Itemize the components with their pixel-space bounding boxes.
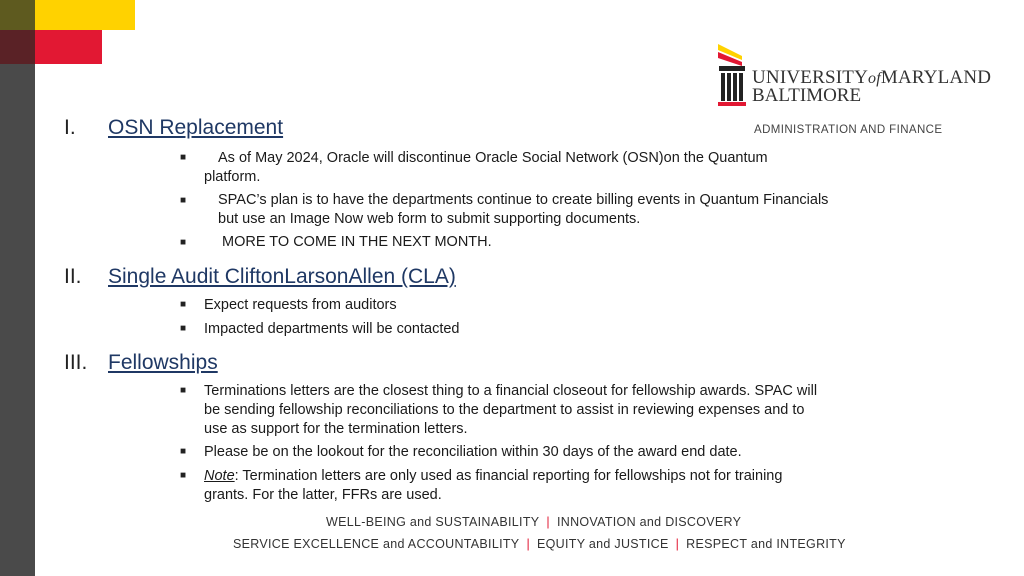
value-item: INNOVATION and DISCOVERY (556, 515, 742, 529)
university-logo (716, 42, 992, 112)
logo-baltimore-text: BALTIMORE (752, 85, 862, 106)
bullet-text-continued: but use an Image Now web form to submit supporting documents. (218, 211, 641, 227)
bullet-text-continued: grants. For the latter, FFRs are used. (204, 487, 442, 503)
square-bullet-icon: ■ (180, 299, 187, 310)
square-bullet-icon: ■ (180, 470, 187, 481)
value-item: RESPECT and INTEGRITY (686, 537, 846, 551)
note-text: : Termination letters are only used as financial reporting for fellowships not for training (234, 468, 783, 484)
bullet-text (204, 467, 782, 486)
section-heading: OSN Replacement (108, 116, 284, 139)
square-bullet-icon: ■ (180, 195, 187, 206)
bullet-text: As of May 2024, Oracle will discontinue Oracle Social Network (OSN)on the Quantum (218, 150, 768, 166)
values-line-1 (326, 515, 741, 529)
value-item: SERVICE EXCELLENCE and ACCOUNTABILITY (233, 537, 520, 551)
section-heading: Fellowships (108, 351, 218, 374)
logo-emblem-icon (716, 42, 748, 112)
corner-accent-gold (35, 0, 135, 30)
value-separator: | (546, 515, 550, 529)
note-label: Note (204, 468, 235, 484)
bullet-text: Impacted departments will be contacted (204, 321, 460, 337)
section-numeral: III. (64, 351, 88, 374)
bullet-text-continued: use as support for the termination letters. (204, 421, 468, 437)
section-heading: Single Audit CliftonLarsonAllen (CLA) (108, 265, 456, 288)
department-label: ADMINISTRATION AND FINANCE (754, 124, 943, 136)
bullet-text-continued: be sending fellowship reconciliations to the department to assist in reviewing expenses and to (204, 402, 805, 418)
square-bullet-icon: ■ (180, 446, 187, 457)
section-numeral: I. (64, 116, 76, 139)
bullet-text: SPAC’s plan is to have the departments continue to create billing events in Quantum Financials (218, 192, 829, 208)
values-line-2 (233, 537, 846, 551)
corner-accent-dark-red (0, 30, 35, 64)
left-sidebar-bar (0, 0, 35, 576)
value-item: WELL-BEING and SUSTAINABILITY (326, 515, 540, 529)
bullet-text-continued: platform. (204, 169, 261, 185)
bullet-text: Terminations letters are the closest thing to a financial closeout for fellowship awards. SPAC will (204, 383, 818, 399)
corner-accent-red (35, 30, 102, 64)
value-item: EQUITY and JUSTICE (537, 537, 669, 551)
value-separator: | (675, 537, 680, 551)
square-bullet-icon: ■ (180, 152, 187, 163)
logo-university-text: UNIVERSITYofMARYLAND (752, 67, 992, 88)
bullet-text: MORE TO COME IN THE NEXT MONTH. (218, 234, 492, 250)
bullet-text: Please be on the lookout for the reconciliation within 30 days of the award end date. (204, 444, 742, 460)
bullet-text: Expect requests from auditors (204, 297, 397, 313)
corner-accent-dark-gold (0, 0, 35, 30)
square-bullet-icon: ■ (180, 385, 187, 396)
square-bullet-icon: ■ (180, 237, 187, 248)
value-separator: | (526, 537, 530, 551)
square-bullet-icon: ■ (180, 323, 187, 334)
section-numeral: II. (64, 265, 82, 288)
